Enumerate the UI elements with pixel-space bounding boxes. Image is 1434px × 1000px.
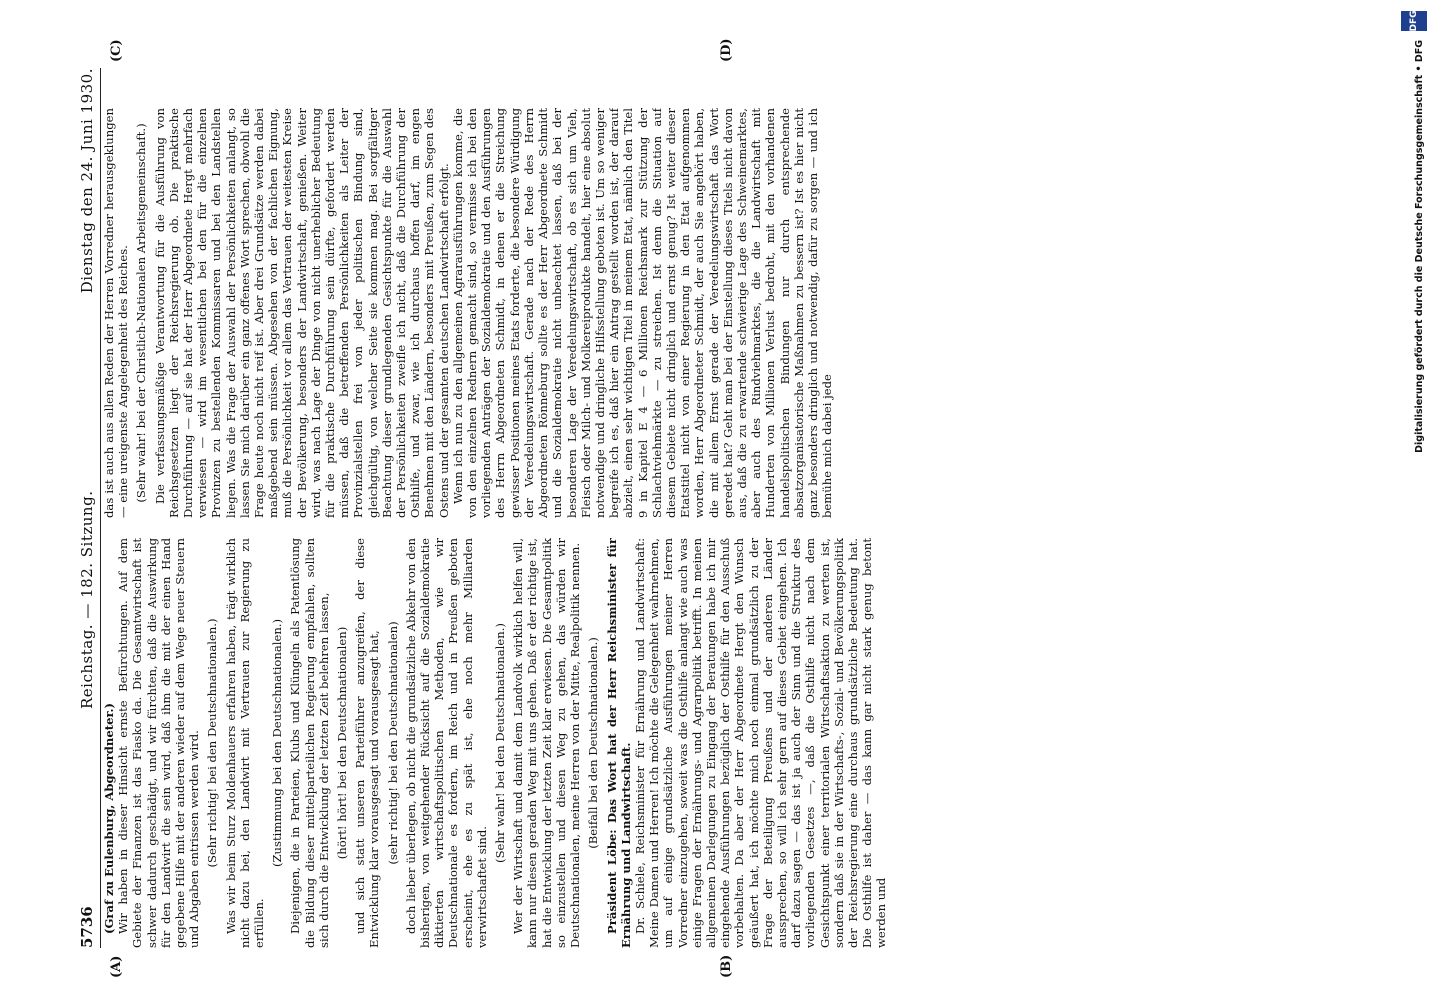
- interjection: (Beifall bei den Deutschnationalen.): [586, 637, 601, 849]
- paragraph: Wenn ich nun zu den allgemeinen Agrarausführungen komme, die von den einzelnen Rednern gemacht sind, so vermisse ich bei den vorliegenden Anträgen der Sozialdemokratie und den Ausführungen des Herrn Abgeordneten Schmidt, in denen er die Streichung gewisser Positionen meines Etats forderte, die besondere Würdigung der Veredelungswirtschaft. Gerade nach der Rede des Herrn Abgeordneten Rönneburg sollte es der Herr Abgeordnete Schmidt und die Sozialdemokratie nicht unbeachtet lassen, daß bei der besonderen Lage der Veredelungswirtschaft, ob es sich um Vieh, Fleisch oder Milch- und Molkereiprodukte handelt, hier eine absolut notwendige und dringliche Hilfsstellung geboten ist. Um so weniger begreife ich es, daß hier ein Antrag gestellt worden ist, der darauf abzielt, einen sehr wichtigen Titel in meinem Etat, nämlich den Titel 9 in Kapitel E 4 — 6 Millionen Reichsmark zur Stützung der Schlachtviehmärkte — zu streichen. Ist denn die Situation auf diesem Gebiete nicht dringlich und ernst genug? Ist weiter dieser Etatstitel nicht von einer Regierung in den Etat aufgenommen worden, Herr Abgeordneter Schmidt, der auch Sie angehört haben, die mit allem Ernst gerade der Veredelungswirtschaft das Wort geredet hat? Geht man bei der Einstellung dieses Titels nicht davon aus, daß die zu erwartende schwierige Lage des Schweinemarktes, aber auch des Rindviehmarktes, die die Landwirtschaft mit Hunderten von Millionen Verlust bedroht, mit den vorhandenen handelspolitischen Bindungen nur durch entsprechende absatzorganisatorische Maßnahmen zu bessern ist? Ist es hier nicht ganz besonders dringlich und notwendig, dafür zu sorgen — und ich bemühe mich dabei jede: [450, 108, 835, 518]
- speaker-line: (Graf zu Eulenburg, Abgeordneter.): [102, 702, 116, 934]
- margin-marker-d: (D): [719, 38, 734, 62]
- session-date: Dienstag den 24. Juni 1930.: [78, 68, 96, 294]
- paragraph: Dr. Schiele, Reichsminister für Ernährung und Landwirtschaft: Meine Damen und Herren! Ich möchte die Gelegenheit wahrnehmen, um auf einige grundsätzliche Ausführungen meiner Herren Vorredner einzugehen, soweit was die Osthilfe anlangt wie auch was einige Fragen der Ernährungs- und Agrarpolitik betrifft. In meinen allgemeinen Darlegungen zu Eingang der Beratungen habe ich mir eingehende Ausführungen bezüglich der Osthilfe für den Ausschuß vorbehalten. Da aber der Herr Abgeordnete Hergt den Wunsch geäußert hat, ich möchte mich noch einmal grundsätzlich zu der Frage der Beteiligung Preußens und der anderen Länder aussprechen, so will ich sehr gern auf dieses Gebiet eingehen. Ich darf dazu sagen — das ist ja auch der Sinn und die Struktur des vorliegenden Gesetzes —, daß die Osthilfe nicht nach dem Gesichtspunkt einer territorialen Wirtschaftsaktion zu werten ist, sondern daß sie in der Wirtschafts-, Sozial- und Bevölkerungspolitik der Reichsregierung eine durchaus grundsätzliche Bedeutung hat. Die Osthilfe ist daher — das kann gar nicht stark genug betont werden und: [632, 538, 889, 948]
- paragraph: doch lieber überlegen, ob nicht die grundsätzliche Abkehr von den bisherigen, von weitgehender Rücksicht auf die Sozialdemokratie diktierten wirtschaftspolitischen Methoden, wie wir Deutschnationale es fordern, im Reich und in Preußen geboten erscheint, ehe es zu spät ist, ehe noch mehr Milliarden verwirtschaftet sind.: [403, 538, 489, 948]
- left-column: [102, 538, 1312, 948]
- interjection: (Zustimmung bei den Deutschnationalen.): [270, 618, 285, 868]
- paragraph: Was wir beim Sturz Moldenhauers erfahren haben, trägt wirklich nicht dazu bei, den Landwirt mit Vertrauen zur Regierung zu erfüllen.: [223, 538, 267, 948]
- page-number: 5736: [78, 906, 96, 948]
- paragraph: Die verfassungsmäßige Verantwortung für die Ausführung von Reichsgesetzen liegt der Reichsregierung ob. Die praktische Durchführung — auf sie hat der Herr Abgeordnete Hergt mehrfach verwiesen — wird im wesentlichen bei den für die einzelnen Provinzen zu bestellenden Kommissaren und bei den Landstellen liegen. Was die Frage der Auswahl der Persönlichkeiten anlangt, so lassen Sie mich darüber ein ganz offenes Wort sprechen, obwohl die Frage heute noch nicht reif ist. Aber drei Grundsätze werden dabei maßgebend sein müssen. Abgesehen von der fachlichen Eignung, muß die Persönlichkeit vor allem das Vertrauen der weitesten Kreise der Bevölkerung, besonders der Landwirtschaft, genießen. Weiter wird, was nach Lage der Dinge von nicht unerheblicher Bedeutung für die praktische Durchführung sein dürfte, gefordert werden müssen, daß die betreffenden Persönlichkeiten als Leiter der Provinzialstellen frei von jeder politischen Bindung sind, gleichgültig, von welcher Seite sie kommen mag. Bei sorgfältiger Beachtung dieser grundlegenden Gesichtspunkte für die Auswahl der Persönlichkeiten zweifle ich nicht, daß die Durchführung der Osthilfe, und zwar, wie ich durchaus hoffen darf, im engen Benehmen mit den Ländern, besonders mit Preußen, zum Segen des Ostens und der gesamten deutschen Landwirtschaft erfolgt.: [152, 108, 451, 518]
- digitization-note: Digitalisierung gefördert durch die Deutsche Forschungsgemeinschaft • DFG: [1414, 40, 1425, 453]
- dfg-logo: DFG: [1401, 11, 1427, 31]
- speaker-line: Präsident Löbe: Das Wort hat der Herr Reichsminister für Ernährung und Landwirtschaft.: [604, 538, 633, 948]
- margin-marker-a: (A): [109, 955, 124, 978]
- page-header: [80, 68, 100, 948]
- margin-marker-c: (C): [109, 39, 124, 62]
- paragraph: und sich statt unseren Parteiführer anzugreifen, der diese Entwicklung klar vorausgesagt und vorausgesagt hat,: [353, 538, 382, 948]
- right-column: [102, 108, 1312, 518]
- interjection: (Sehr wahr! bei den Deutschnationalen.): [493, 623, 508, 863]
- interjection: (Sehr richtig! bei den Deutschnationalen.): [205, 618, 220, 868]
- interjection: (sehr richtig! bei den Deutschnationalen): [385, 621, 400, 865]
- margin-marker-b: (B): [719, 954, 734, 978]
- interjection: (hört! hört! bei den Deutschnationalen): [335, 626, 350, 860]
- rotated-page: [78, 38, 1320, 978]
- interjection: (Sehr wahr! bei der Christlich-Nationalen Arbeitsgemeinschaft.): [134, 123, 149, 503]
- paragraph: das ist auch aus allen Reden der Herren Vorredner herausgeklungen — eine ureigenste Angelegenheit des Reiches.: [102, 108, 131, 518]
- paragraph: Wir haben in dieser Hinsicht ernste Befürchtungen. Auf dem Gebiete der Finanzen ist das Fiasko da. Die Gesamtwirtschaft ist schwer dadurch geschädigt, und wir fürchten, daß die Auswirkung für den Landwirt die sein wird, daß ihm die mit der einen Hand gegebene Hilfe mit der anderen wieder auf dem Wege neuer Steuern und Abgaben entrissen werden wird.: [116, 538, 202, 948]
- paragraph: Wer der Wirtschaft und damit dem Landvolk wirklich helfen will, kann nur diesen geraden Weg mit uns gehen. Daß er der richtige ist, hat die Entwicklung der letzten Zeit klar erwiesen. Die Gesamtpolitik so einzustellen und diesen Weg zu gehen, das würden wir Deutschnationalen, meine Herren von der Mitte, Realpolitik nennen.: [511, 538, 583, 948]
- header-rule: [100, 68, 101, 948]
- session-title: Reichstag. — 182. Sitzung.: [78, 490, 96, 709]
- paragraph: Diejenigen, die in Parteien, Klubs und Klüngeln als Patentlösung die Bildung dieser mittelparteilichen Regierung empfahlen, sollten sich durch die Entwicklung der letzten Zeit belehren lassen,: [288, 538, 331, 948]
